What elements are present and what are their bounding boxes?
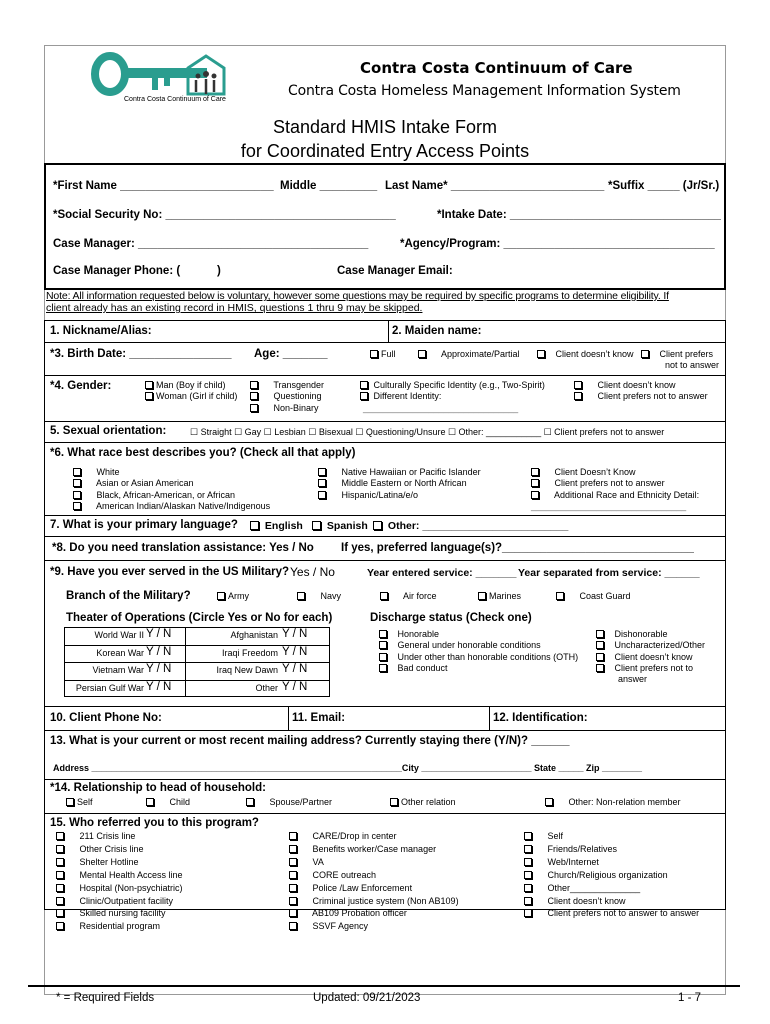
- branch-label: Branch of the Military?: [66, 590, 191, 602]
- sexual-orientation-label: 5. Sexual orientation:: [50, 425, 167, 437]
- branch-airforce-option[interactable]: Air force: [380, 591, 437, 601]
- referral-residential-option[interactable]: Residential program: [56, 920, 183, 933]
- branch-army-option[interactable]: Army: [217, 591, 249, 601]
- discharge-dont-know-option[interactable]: Client doesn’t know: [596, 652, 705, 663]
- war-wwii-yn[interactable]: Y / N: [146, 628, 172, 640]
- nickname-field[interactable]: 1. Nickname/Alias:: [50, 325, 152, 337]
- form-title-line1: Standard HMIS Intake Form: [272, 117, 498, 137]
- war-iraq-new-dawn: Iraq New Dawn: [216, 665, 278, 675]
- checkbox-icon: [537, 350, 545, 358]
- referral-dont-know-option[interactable]: Client doesn’t know: [524, 895, 699, 908]
- checkbox-icon: [524, 832, 532, 840]
- required-fields-note: * = Required Fields: [56, 992, 155, 1004]
- language-other-option[interactable]: Other: _________________________: [373, 520, 568, 532]
- checkbox-icon: [289, 897, 297, 905]
- dob-partial-option[interactable]: Approximate/Partial: [418, 349, 520, 359]
- referral-mental-health-option[interactable]: Mental Health Access line: [56, 869, 183, 882]
- branch-navy-option[interactable]: Navy: [297, 591, 341, 601]
- discharge-label: Discharge status (Check one): [370, 612, 532, 624]
- relationship-self-option[interactable]: Self: [66, 797, 93, 807]
- gender-col2: [250, 380, 324, 414]
- referral-skilled-nursing-option[interactable]: Skilled nursing facility: [56, 907, 183, 920]
- checkbox-icon: [596, 653, 604, 661]
- race-american-indian-option[interactable]: American Indian/Alaskan Native/Indigenous: [73, 501, 270, 512]
- checkbox-icon: [524, 884, 532, 892]
- mailing-address-question[interactable]: 13. What is your current or most recent mailing address? Currently staying there (Y/N)? ______: [50, 735, 570, 747]
- checkbox-icon: [217, 592, 225, 600]
- checkbox-icon: [379, 641, 387, 649]
- ssn-field[interactable]: *Social Security No: ____________________________________: [53, 209, 396, 221]
- email-field[interactable]: 11. Email:: [292, 712, 346, 724]
- referral-va-option[interactable]: VA: [289, 856, 459, 869]
- relationship-nonrelation-option[interactable]: Other: Non-relation member: [545, 797, 681, 807]
- checkbox-icon: [524, 897, 532, 905]
- race-col1: [73, 467, 270, 512]
- checkbox-icon: [596, 630, 604, 638]
- gender-culturally-specific-option[interactable]: Culturally Specific Identity (e.g., Two-Spirit): [360, 380, 545, 391]
- updated-date: Updated: 09/21/2023: [313, 992, 421, 1004]
- checkbox-icon: [318, 491, 326, 499]
- checkbox-icon: [56, 897, 64, 905]
- checkbox-icon: [545, 798, 553, 806]
- referral-criminal-justice-option[interactable]: Criminal justice system (Non AB109): [289, 895, 459, 908]
- checkbox-icon: [73, 491, 81, 499]
- checkbox-icon: [250, 381, 258, 389]
- first-name-field[interactable]: *First Name ________________________: [53, 180, 274, 192]
- referral-shelter-hotline-option[interactable]: Shelter Hotline: [56, 856, 183, 869]
- org-name: Contra Costa Continuum of Care: [360, 59, 633, 77]
- gender-nonbinary-option[interactable]: Non-Binary: [250, 403, 324, 414]
- discharge-oth-option[interactable]: Under other than honorable conditions (OTH): [379, 652, 578, 663]
- checkbox-icon: [524, 845, 532, 853]
- gender-dont-know-option[interactable]: Client doesn’t know: [574, 380, 708, 391]
- suffix-field[interactable]: *Suffix _____ (Jr/Sr.): [608, 180, 720, 192]
- intake-date-field[interactable]: *Intake Date: _________________________________: [437, 209, 721, 221]
- checkbox-icon: [250, 404, 258, 412]
- referral-col2: [289, 830, 459, 933]
- checkbox-icon: [289, 832, 297, 840]
- checkbox-icon: [379, 653, 387, 661]
- war-persian-gulf: Persian Gulf War: [75, 683, 144, 693]
- war-afghanistan: Afghanistan: [230, 630, 278, 640]
- checkbox-icon: [370, 350, 378, 358]
- referral-ssvf-option[interactable]: SSVF Agency: [289, 920, 459, 933]
- system-name: Contra Costa Homeless Management Information System: [288, 83, 681, 99]
- checkbox-icon: [390, 798, 398, 806]
- case-manager-field[interactable]: Case Manager: ____________________________________: [53, 238, 369, 250]
- referral-self-option[interactable]: Self: [524, 830, 699, 843]
- war-iraqi-freedom-yn[interactable]: Y / N: [282, 646, 308, 658]
- year-entered-field[interactable]: Year entered service: _______: [367, 567, 517, 579]
- referral-friends-option[interactable]: Friends/Relatives: [524, 843, 699, 856]
- discharge-prefers-option[interactable]: Client prefers not to: [596, 663, 705, 674]
- race-asian-option[interactable]: Asian or Asian American: [73, 478, 270, 489]
- discharge-general-option[interactable]: General under honorable conditions: [379, 640, 578, 651]
- checkbox-icon: [380, 592, 388, 600]
- address-field[interactable]: Address ______________________________________________________________City ______________________ State _____ Zip ________: [53, 763, 643, 773]
- race-additional-detail-option[interactable]: Additional Race and Ethnicity Detail:: [531, 490, 699, 501]
- checkbox-icon: [531, 479, 539, 487]
- year-separated-field[interactable]: Year separated from service: ______: [518, 567, 700, 579]
- checkbox-icon: [289, 922, 297, 930]
- checkbox-icon: [574, 392, 582, 400]
- logo-text: Contra Costa Continuum of Care: [124, 96, 226, 103]
- checkbox-icon: [379, 630, 387, 638]
- cm-email-field[interactable]: Case Manager Email:: [337, 265, 453, 277]
- checkbox-icon: [524, 858, 532, 866]
- war-afghanistan-yn[interactable]: Y / N: [282, 628, 308, 640]
- checkbox-icon: [373, 521, 382, 530]
- referral-col1: [56, 830, 183, 933]
- checkbox-icon: [56, 909, 64, 917]
- dob-full-option[interactable]: Full: [370, 349, 396, 359]
- checkbox-icon: [596, 664, 604, 672]
- checkbox-icon: [556, 592, 564, 600]
- race-col2: [318, 467, 481, 501]
- referral-label: 15. Who referred you to this program?: [50, 817, 259, 829]
- gender-woman-option[interactable]: Woman (Girl if child): [145, 391, 237, 402]
- gender-label: *4. Gender:: [50, 380, 112, 392]
- checkbox-icon: [73, 468, 81, 476]
- checkbox-icon: [56, 922, 64, 930]
- checkbox-icon: [289, 858, 297, 866]
- checkbox-icon: [641, 350, 649, 358]
- checkbox-icon: [56, 832, 64, 840]
- gender-questioning-option[interactable]: Questioning: [250, 391, 324, 402]
- agency-program-field[interactable]: *Agency/Program: _________________________________: [400, 238, 715, 250]
- checkbox-icon: [246, 798, 254, 806]
- relationship-child-option[interactable]: Child: [146, 797, 190, 807]
- referral-other-option[interactable]: Other______________: [524, 882, 699, 895]
- primary-language-label: 7. What is your primary language?: [50, 519, 238, 531]
- referral-hospital-option[interactable]: Hospital (Non-psychiatric): [56, 882, 183, 895]
- middle-name-field[interactable]: Middle _________: [280, 180, 378, 192]
- war-iraq-new-dawn-yn[interactable]: Y / N: [282, 663, 308, 675]
- race-col3: [531, 467, 699, 512]
- dob-prefers-option[interactable]: Client prefers: [641, 349, 713, 359]
- checkbox-icon: [360, 381, 368, 389]
- checkbox-icon: [318, 468, 326, 476]
- race-white-option[interactable]: White: [73, 467, 270, 478]
- cm-phone-field[interactable]: Case Manager Phone: (: [53, 265, 181, 277]
- checkbox-icon: [531, 468, 539, 476]
- checkbox-icon: [73, 502, 81, 510]
- checkbox-icon: [250, 392, 258, 400]
- preferred-language-field[interactable]: If yes, preferred language(s)?______________________________: [341, 542, 694, 554]
- checkbox-icon: [360, 392, 368, 400]
- gender-man-option[interactable]: Man (Boy if child): [145, 380, 237, 391]
- checkbox-icon: [145, 392, 153, 400]
- checkbox-icon: [289, 884, 297, 892]
- note-line2: client already has an existing record in HMIS, questions 1 thru 9 may be skipped.: [46, 302, 423, 314]
- client-phone-field[interactable]: 10. Client Phone No:: [50, 712, 162, 724]
- military-label: *9. Have you ever served in the US Military?: [50, 566, 290, 578]
- war-vietnam: Vietnam War: [92, 665, 144, 675]
- age-field[interactable]: Age: _______: [254, 348, 328, 360]
- sexual-orientation-options[interactable]: ☐ Straight ☐ Gay ☐ Lesbian ☐ Bisexual ☐ Questioning/Unsure ☐ Other: ___________ ☐ Client prefers not to answer: [190, 427, 665, 437]
- form-title-line2: for Coordinated Entry Access Points: [240, 141, 530, 161]
- language-english-option[interactable]: English: [250, 520, 303, 532]
- identification-field[interactable]: 12. Identification:: [493, 712, 588, 724]
- checkbox-icon: [524, 871, 532, 879]
- maiden-name-field[interactable]: 2. Maiden name:: [392, 325, 482, 337]
- translation-assistance-field[interactable]: *8. Do you need translation assistance: Yes / No: [52, 542, 314, 554]
- referral-benefits-option[interactable]: Benefits worker/Case manager: [289, 843, 459, 856]
- checkbox-icon: [145, 381, 153, 389]
- page-number: 1 - 7: [678, 992, 702, 1004]
- referral-core-option[interactable]: CORE outreach: [289, 869, 459, 882]
- race-dont-know-option[interactable]: Client Doesn’t Know: [531, 467, 699, 478]
- checkbox-icon: [250, 521, 259, 530]
- gender-different-identity-option[interactable]: Different Identity:: [360, 391, 545, 402]
- language-spanish-option[interactable]: Spanish: [312, 520, 368, 532]
- checkbox-icon: [574, 381, 582, 389]
- checkbox-icon: [596, 641, 604, 649]
- checkbox-icon: [56, 845, 64, 853]
- checkbox-icon: [66, 798, 74, 806]
- discharge-col1: [379, 629, 578, 674]
- military-yes-no[interactable]: Yes / No: [290, 565, 335, 579]
- checkbox-icon: [56, 871, 64, 879]
- gender-transgender-option[interactable]: Transgender: [250, 380, 324, 391]
- discharge-prefers-cont: answer: [618, 674, 648, 685]
- checkbox-icon: [146, 798, 154, 806]
- branch-coastguard-option[interactable]: Coast Guard: [556, 591, 631, 601]
- checkbox-icon: [289, 909, 297, 917]
- dob-dont-know-option[interactable]: Client doesn’t know: [537, 349, 634, 359]
- race-label: *6. What race best describes you? (Check all that apply): [50, 447, 356, 459]
- theater-label: Theater of Operations (Circle Yes or No for each): [66, 612, 333, 624]
- discharge-uncharacterized-option[interactable]: Uncharacterized/Other: [596, 640, 705, 651]
- relationship-spouse-option[interactable]: Spouse/Partner: [246, 797, 332, 807]
- dob-prefers-line2: not to answer: [665, 360, 720, 370]
- relationship-label: *14. Relationship to head of household:: [50, 782, 266, 794]
- discharge-dishonorable-option[interactable]: Dishonorable: [596, 629, 705, 640]
- discharge-col2: [596, 629, 705, 685]
- referral-211-option[interactable]: 211 Crisis line: [56, 830, 183, 843]
- birth-date-field[interactable]: *3. Birth Date: ________________: [50, 348, 232, 360]
- checkbox-icon: [73, 479, 81, 487]
- note-line1: Note: All information requested below is voluntary, however some questions may be required by specific programs to determine eligibility. If: [46, 290, 669, 302]
- war-korean-yn[interactable]: Y / N: [146, 646, 172, 658]
- referral-ab109-option[interactable]: AB109 Probation officer: [289, 907, 459, 920]
- checkbox-icon: [379, 664, 387, 672]
- race-middle-eastern-option[interactable]: Middle Eastern or North African: [318, 478, 481, 489]
- referral-prefers-option[interactable]: Client prefers not to answer to answer: [524, 907, 699, 920]
- war-wwii: World War II: [94, 630, 144, 640]
- race-prefers-option[interactable]: Client prefers not to answer: [531, 478, 699, 489]
- cm-phone-close: ): [217, 265, 221, 277]
- discharge-bad-conduct-option[interactable]: Bad conduct: [379, 663, 578, 674]
- checkbox-icon: [478, 592, 486, 600]
- relationship-other-option[interactable]: Other relation: [390, 797, 456, 807]
- referral-clinic-option[interactable]: Clinic/Outpatient facility: [56, 895, 183, 908]
- referral-col3: [524, 830, 699, 920]
- checkbox-icon: [524, 909, 532, 917]
- logo: [88, 52, 238, 112]
- gender-col1: [145, 380, 237, 403]
- referral-church-option[interactable]: Church/Religious organization: [524, 869, 699, 882]
- war-other: Other: [255, 683, 278, 693]
- checkbox-icon: [289, 845, 297, 853]
- referral-police-option[interactable]: Police /Law Enforcement: [289, 882, 459, 895]
- checkbox-icon: [297, 592, 305, 600]
- checkbox-icon: [318, 479, 326, 487]
- gender-col4: [574, 380, 708, 403]
- referral-care-option[interactable]: CARE/Drop in center: [289, 830, 459, 843]
- checkbox-icon: [56, 884, 64, 892]
- gender-different-identity-line[interactable]: _______________________________: [363, 402, 519, 413]
- war-iraqi-freedom: Iraqi Freedom: [221, 648, 278, 658]
- race-hispanic-option[interactable]: Hispanic/Latina/e/o: [318, 490, 481, 501]
- war-persian-gulf-yn[interactable]: Y / N: [146, 681, 172, 693]
- gender-col3: [360, 380, 545, 414]
- checkbox-icon: [289, 871, 297, 879]
- race-additional-detail-line[interactable]: _______________________________: [531, 500, 687, 511]
- last-name-field[interactable]: Last Name* ________________________: [385, 180, 605, 192]
- race-pacific-islander-option[interactable]: Native Hawaiian or Pacific Islander: [318, 467, 481, 478]
- race-black-option[interactable]: Black, African-American, or African: [73, 490, 270, 501]
- war-korean: Korean War: [96, 648, 144, 658]
- checkbox-icon: [418, 350, 426, 358]
- war-other-yn[interactable]: Y / N: [282, 681, 308, 693]
- discharge-honorable-option[interactable]: Honorable: [379, 629, 578, 640]
- checkbox-icon: [56, 858, 64, 866]
- gender-prefers-option[interactable]: Client prefers not to answer: [574, 391, 708, 402]
- checkbox-icon: [531, 491, 539, 499]
- checkbox-icon: [312, 521, 321, 530]
- referral-web-option[interactable]: Web/Internet: [524, 856, 699, 869]
- key-house-logo-icon: [88, 52, 238, 112]
- war-vietnam-yn[interactable]: Y / N: [146, 663, 172, 675]
- referral-other-crisis-option[interactable]: Other Crisis line: [56, 843, 183, 856]
- branch-marines-option[interactable]: Marines: [478, 591, 521, 601]
